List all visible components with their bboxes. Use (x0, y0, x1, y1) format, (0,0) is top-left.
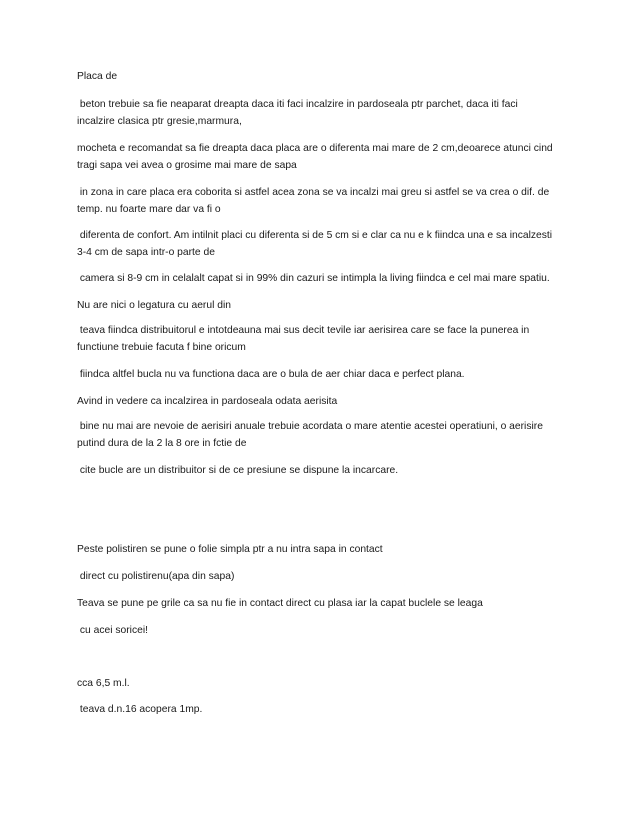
paragraph: cu acei soricei! (77, 625, 148, 636)
paragraph: direct cu polistirenu(apa din sapa) (77, 571, 235, 582)
paragraph: diferenta de confort. Am intilnit placi cu diferenta si de 5 cm si e clar ca nu e k fiindca una e sa incalzesti 3-4 cm de sapa intr-o parte de (77, 230, 553, 258)
paragraph: Avind in vedere ca incalzirea in pardoseala odata aerisita (77, 396, 338, 407)
paragraph: bine nu mai are nevoie de aerisiri anuale trebuie acordata o mare atentie acestei operatiuni, o aerisire putind dura de la 2 la 8 ore in fctie de (77, 421, 543, 449)
paragraph: in zona in care placa era coborita si astfel acea zona se va incalzi mai greu si astfel se va crea o dif. de temp. nu foarte mare dar va fi o (77, 187, 550, 215)
paragraph: teava d.n.16 acopera 1mp. (77, 704, 203, 715)
paragraph: camera si 8-9 cm in celalalt capat si in 99% din cazuri se intimpla la living fiindca e cel mai mare spatiu. (77, 273, 550, 284)
paragraph: cca 6,5 m.l. (77, 678, 130, 689)
paragraph: Placa de (77, 71, 118, 82)
paragraph: cite bucle are un distribuitor si de ce presiune se dispune la incarcare. (77, 465, 399, 476)
paragraph: Peste polistiren se pune o folie simpla ptr a nu intra sapa in contact (77, 544, 383, 555)
paragraph: teava fiindca distribuitorul e intotdeauna mai sus decit tevile iar aerisirea care se face la punerea in functiune trebuie facuta f bine oricum (77, 325, 530, 353)
paragraph: mocheta e recomandat sa fie dreapta daca placa are o diferenta mai mare de 2 cm,deoarece atunci cind tragi sapa vei avea o grosime mai mare de sapa (77, 143, 553, 171)
paragraph: Teava se pune pe grile ca sa nu fie in contact direct cu plasa iar la capat buclele se leaga (77, 598, 483, 609)
paragraph: Nu are nici o legatura cu aerul din (77, 300, 231, 311)
paragraph: beton trebuie sa fie neaparat dreapta daca iti faci incalzire in pardoseala ptr parchet, daca iti faci incalzire clasica ptr gresie,marmura, (77, 99, 518, 127)
paragraph: fiindca altfel bucla nu va functiona daca are o bula de aer chiar daca e perfect plana. (77, 369, 465, 380)
